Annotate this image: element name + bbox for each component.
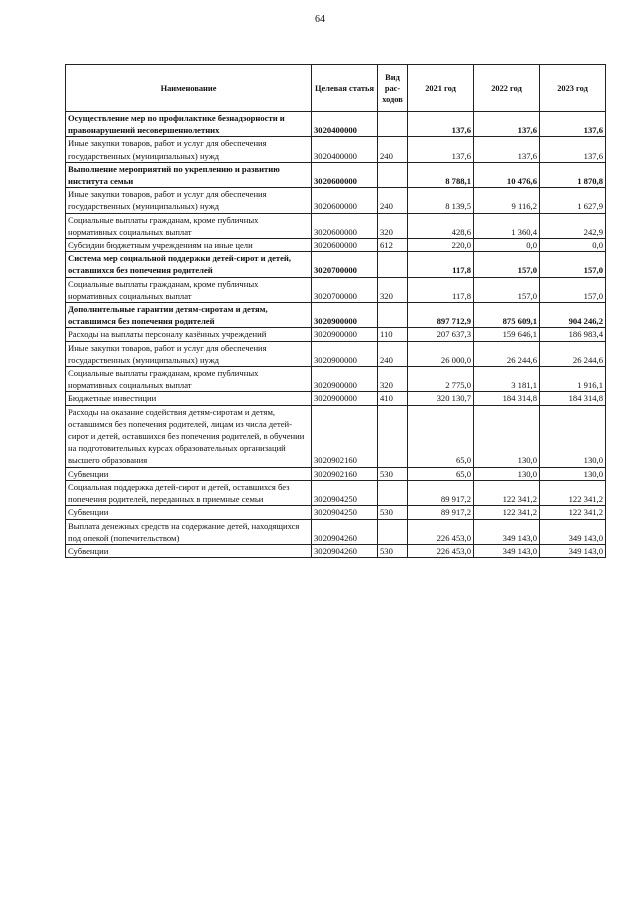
row-amount-2022: 157,0 <box>474 252 540 277</box>
row-amount-2021: 8 788,1 <box>408 162 474 187</box>
row-amount-2022: 137,6 <box>474 112 540 137</box>
header-target-article: Целевая статья <box>312 65 378 112</box>
row-amount-2022: 130,0 <box>474 405 540 467</box>
row-expense-type <box>378 405 408 467</box>
header-year-2021: 2021 год <box>408 65 474 112</box>
header-expense-type: Вид рас-ходов <box>378 65 408 112</box>
row-expense-type: 530 <box>378 506 408 519</box>
table-row <box>66 112 606 137</box>
table-row <box>66 405 606 467</box>
row-expense-type <box>378 519 408 544</box>
row-amount-2022: 875 609,1 <box>474 303 540 328</box>
row-name: Расходы на оказание содействия детям-сиротам и детям, оставшимся без попечения родителей, лицам из числа детей-сирот и детей, оставшихся без попечения родителей, в обучении на подготовительных курсах образовательных организаций высшего образования <box>66 405 312 467</box>
row-amount-2022: 0,0 <box>474 239 540 252</box>
row-amount-2022: 3 181,1 <box>474 367 540 392</box>
row-target-article: 3020700000 <box>312 252 378 277</box>
row-amount-2022: 122 341,2 <box>474 506 540 519</box>
row-amount-2023: 242,9 <box>540 213 606 238</box>
table-row <box>66 188 606 213</box>
table-row <box>66 239 606 252</box>
row-amount-2021: 220,0 <box>408 239 474 252</box>
row-name: Социальные выплаты гражданам, кроме публичных нормативных социальных выплат <box>66 277 312 302</box>
row-target-article: 3020904260 <box>312 519 378 544</box>
row-target-article: 3020400000 <box>312 112 378 137</box>
table-row <box>66 162 606 187</box>
row-amount-2023: 186 983,4 <box>540 328 606 341</box>
row-expense-type: 320 <box>378 213 408 238</box>
budget-table <box>65 64 606 558</box>
row-name: Выполнение мероприятий по укреплению и развитию института семьи <box>66 162 312 187</box>
table-row <box>66 467 606 480</box>
row-amount-2021: 207 637,3 <box>408 328 474 341</box>
row-amount-2023: 1 870,8 <box>540 162 606 187</box>
row-name: Дополнительные гарантии детям-сиротам и детям, оставшимся без попечения родителей <box>66 303 312 328</box>
row-name: Бюджетные инвестиции <box>66 392 312 405</box>
row-target-article: 3020600000 <box>312 239 378 252</box>
row-expense-type <box>378 162 408 187</box>
table-header-row <box>66 65 606 112</box>
row-amount-2021: 428,6 <box>408 213 474 238</box>
row-target-article: 3020900000 <box>312 392 378 405</box>
row-target-article: 3020700000 <box>312 277 378 302</box>
row-expense-type <box>378 480 408 505</box>
row-expense-type <box>378 112 408 137</box>
row-amount-2023: 130,0 <box>540 405 606 467</box>
row-expense-type: 240 <box>378 137 408 162</box>
row-expense-type <box>378 252 408 277</box>
row-amount-2023: 137,6 <box>540 112 606 137</box>
row-target-article: 3020900000 <box>312 303 378 328</box>
row-expense-type: 612 <box>378 239 408 252</box>
row-amount-2022: 9 116,2 <box>474 188 540 213</box>
row-name: Социальные выплаты гражданам, кроме публичных нормативных социальных выплат <box>66 213 312 238</box>
table-row <box>66 328 606 341</box>
header-year-2022: 2022 год <box>474 65 540 112</box>
row-name: Выплата денежных средств на содержание детей, находящихся под опекой (попечительством) <box>66 519 312 544</box>
header-year-2023: 2023 год <box>540 65 606 112</box>
table-row <box>66 252 606 277</box>
table-row <box>66 303 606 328</box>
row-amount-2023: 0,0 <box>540 239 606 252</box>
row-expense-type: 110 <box>378 328 408 341</box>
row-amount-2022: 159 646,1 <box>474 328 540 341</box>
row-name: Социальная поддержка детей-сирот и детей, оставшихся без попечения родителей, переданных в приемные семьи <box>66 480 312 505</box>
page-number: 64 <box>315 14 325 25</box>
row-amount-2021: 226 453,0 <box>408 544 474 557</box>
row-amount-2023: 26 244,6 <box>540 341 606 366</box>
row-amount-2021: 65,0 <box>408 405 474 467</box>
table-row <box>66 213 606 238</box>
row-amount-2022: 157,0 <box>474 277 540 302</box>
row-name: Иные закупки товаров, работ и услуг для обеспечения государственных (муниципальных) нужд <box>66 188 312 213</box>
row-target-article: 3020600000 <box>312 162 378 187</box>
row-amount-2023: 904 246,2 <box>540 303 606 328</box>
row-amount-2021: 26 000,0 <box>408 341 474 366</box>
row-target-article: 3020900000 <box>312 341 378 366</box>
row-amount-2023: 184 314,8 <box>540 392 606 405</box>
row-amount-2022: 184 314,8 <box>474 392 540 405</box>
row-target-article: 3020900000 <box>312 367 378 392</box>
row-amount-2023: 137,6 <box>540 137 606 162</box>
row-name: Система мер социальной поддержки детей-сирот и детей, оставшихся без попечения родителей <box>66 252 312 277</box>
row-amount-2022: 1 360,4 <box>474 213 540 238</box>
row-target-article: 3020600000 <box>312 213 378 238</box>
row-amount-2021: 65,0 <box>408 467 474 480</box>
row-name: Субвенции <box>66 544 312 557</box>
row-amount-2023: 122 341,2 <box>540 480 606 505</box>
table-row <box>66 392 606 405</box>
row-amount-2023: 157,0 <box>540 277 606 302</box>
row-amount-2021: 2 775,0 <box>408 367 474 392</box>
row-expense-type <box>378 303 408 328</box>
row-amount-2022: 10 476,6 <box>474 162 540 187</box>
row-amount-2021: 117,8 <box>408 277 474 302</box>
header-name: Наименование <box>66 65 312 112</box>
row-expense-type: 530 <box>378 544 408 557</box>
row-amount-2023: 122 341,2 <box>540 506 606 519</box>
table-row <box>66 519 606 544</box>
row-name: Субсидии бюджетным учреждениям на иные цели <box>66 239 312 252</box>
row-amount-2021: 320 130,7 <box>408 392 474 405</box>
row-target-article: 3020400000 <box>312 137 378 162</box>
row-expense-type: 410 <box>378 392 408 405</box>
row-amount-2022: 130,0 <box>474 467 540 480</box>
table-row <box>66 544 606 557</box>
row-amount-2023: 349 143,0 <box>540 544 606 557</box>
row-amount-2023: 349 143,0 <box>540 519 606 544</box>
row-name: Осуществление мер по профилактике безнадзорности и правонарушений несовершеннолетних <box>66 112 312 137</box>
row-amount-2021: 89 917,2 <box>408 506 474 519</box>
row-amount-2021: 226 453,0 <box>408 519 474 544</box>
row-amount-2022: 349 143,0 <box>474 544 540 557</box>
row-name: Субвенции <box>66 506 312 519</box>
row-amount-2023: 157,0 <box>540 252 606 277</box>
row-name: Иные закупки товаров, работ и услуг для обеспечения государственных (муниципальных) нужд <box>66 341 312 366</box>
row-name: Расходы на выплаты персоналу казённых учреждений <box>66 328 312 341</box>
row-target-article: 3020904260 <box>312 544 378 557</box>
table-body <box>66 112 606 558</box>
row-amount-2023: 1 627,9 <box>540 188 606 213</box>
row-name: Субвенции <box>66 467 312 480</box>
table-row <box>66 367 606 392</box>
row-amount-2021: 117,8 <box>408 252 474 277</box>
row-expense-type: 320 <box>378 367 408 392</box>
row-target-article: 3020600000 <box>312 188 378 213</box>
row-target-article: 3020904250 <box>312 480 378 505</box>
row-target-article: 3020902160 <box>312 405 378 467</box>
row-amount-2021: 137,6 <box>408 112 474 137</box>
row-amount-2021: 137,6 <box>408 137 474 162</box>
table-row <box>66 277 606 302</box>
row-target-article: 3020900000 <box>312 328 378 341</box>
row-expense-type: 240 <box>378 341 408 366</box>
row-expense-type: 240 <box>378 188 408 213</box>
row-target-article: 3020902160 <box>312 467 378 480</box>
row-name: Социальные выплаты гражданам, кроме публичных нормативных социальных выплат <box>66 367 312 392</box>
row-expense-type: 320 <box>378 277 408 302</box>
row-target-article: 3020904250 <box>312 506 378 519</box>
table-row <box>66 137 606 162</box>
table-row <box>66 341 606 366</box>
table-row <box>66 480 606 505</box>
row-amount-2021: 897 712,9 <box>408 303 474 328</box>
row-amount-2022: 137,6 <box>474 137 540 162</box>
row-amount-2021: 89 917,2 <box>408 480 474 505</box>
row-name: Иные закупки товаров, работ и услуг для обеспечения государственных (муниципальных) нужд <box>66 137 312 162</box>
row-amount-2023: 130,0 <box>540 467 606 480</box>
row-amount-2023: 1 916,1 <box>540 367 606 392</box>
row-amount-2022: 349 143,0 <box>474 519 540 544</box>
row-expense-type: 530 <box>378 467 408 480</box>
row-amount-2022: 26 244,6 <box>474 341 540 366</box>
row-amount-2022: 122 341,2 <box>474 480 540 505</box>
table-row <box>66 506 606 519</box>
row-amount-2021: 8 139,5 <box>408 188 474 213</box>
